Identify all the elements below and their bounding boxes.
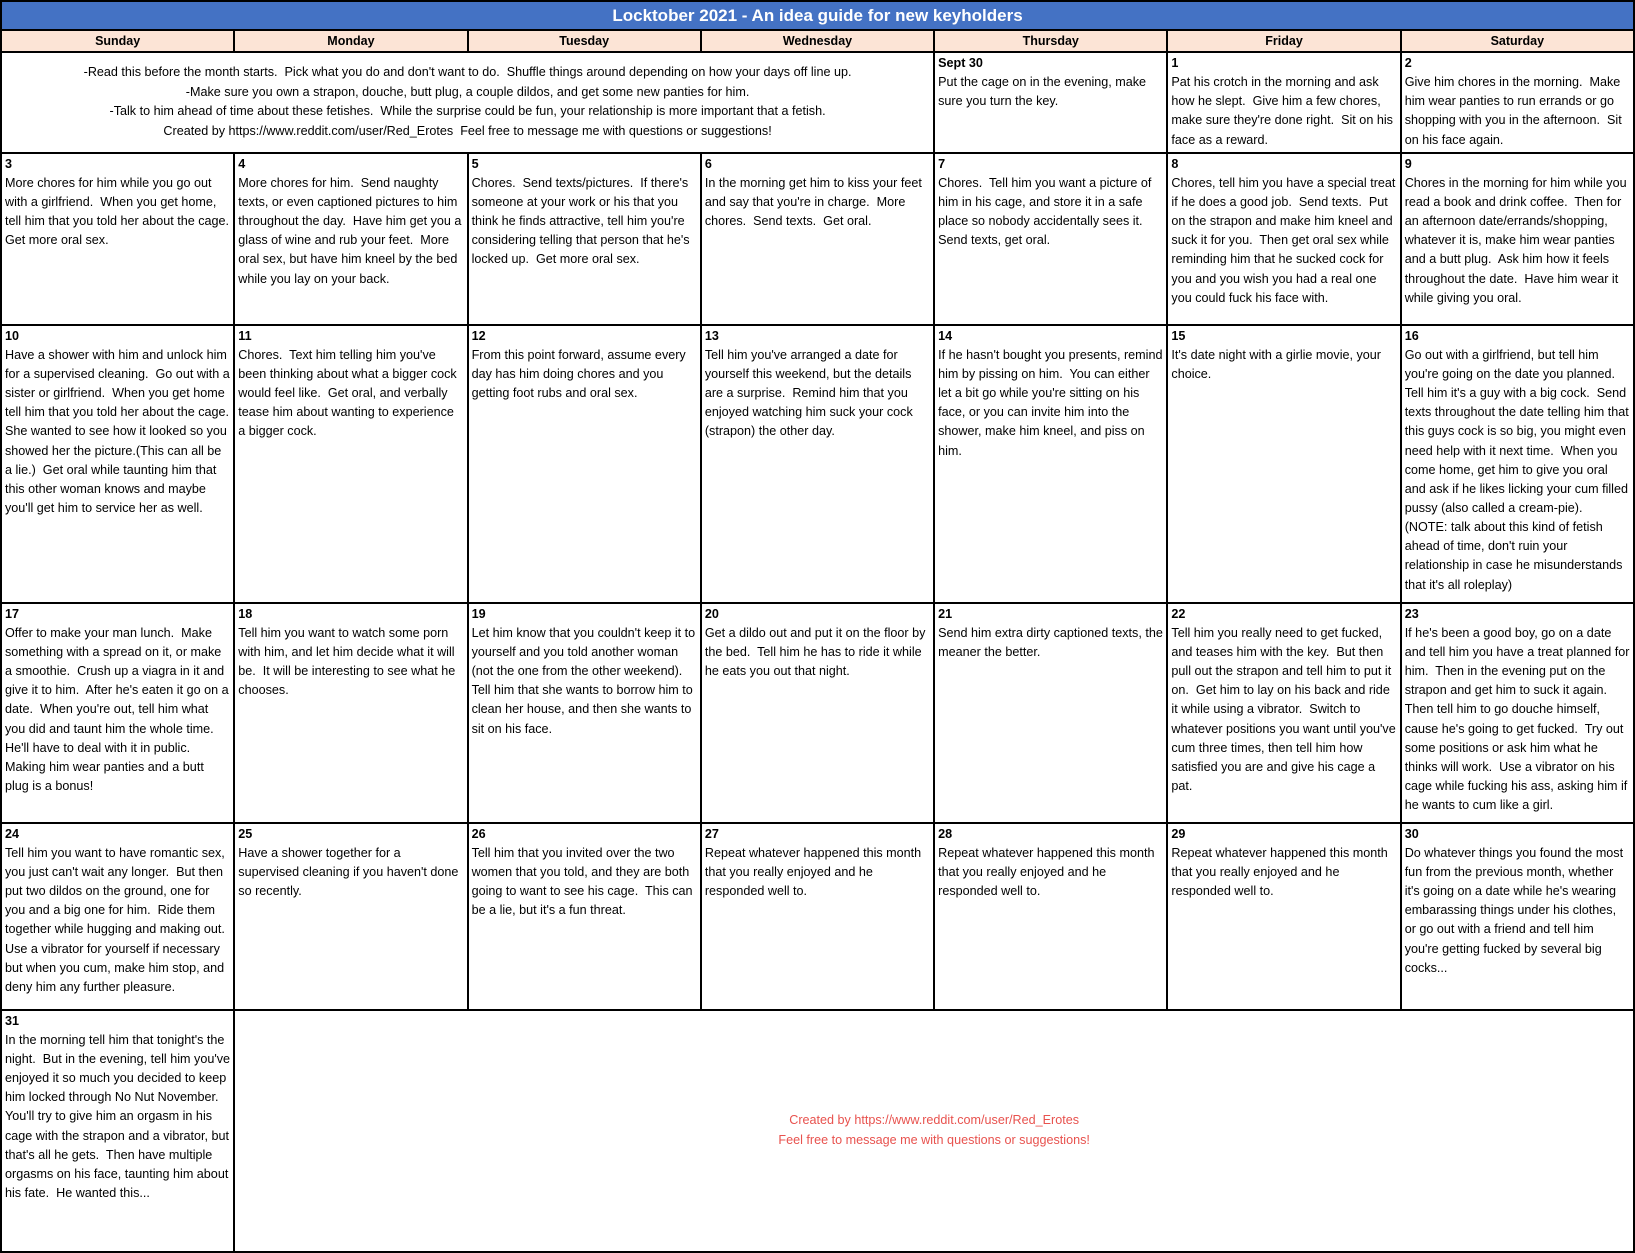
day-number: 22 <box>1171 606 1186 621</box>
day-text: Tell him that you invited over the two women that you told, and they are both going to want to see his cage. This can be a lie, but it's a fun threat. <box>471 845 697 918</box>
day-number: 10 <box>5 328 20 343</box>
calendar-cell-3 <box>1 153 237 325</box>
day-number: 3 <box>5 156 13 171</box>
day-text: Do whatever things you found the most fun from the previous month, whether it's going on a date while he's wearing embarassing things under his clothes, or go out with a friend and tell him you're getting fucked by several big cocks... <box>1404 845 1627 975</box>
weekday-header-sunday: Sunday <box>1 30 234 52</box>
day-number: 16 <box>1404 328 1419 343</box>
weekday-header-monday: Monday <box>234 30 467 52</box>
day-text: Get a dildo out and put it on the floor by the bed. Tell him he has to ride it while he eats you out that night. <box>704 625 929 679</box>
day-text: In the morning get him to kiss your feet and say that you're in charge. More chores. Send texts. Get oral. <box>704 175 926 229</box>
day-number: 21 <box>938 606 953 621</box>
day-number: 28 <box>938 826 953 841</box>
calendar-cell-4 <box>234 153 467 325</box>
day-text: Tell him you've arranged a date for yourself this weekend, but the details are a surprise. Remind him that you enjoyed watching him suck your cock (strapon) the other day. <box>704 347 917 439</box>
calendar-cell-sept30 <box>934 52 1167 153</box>
calendar-cell-30 <box>1401 823 1634 1010</box>
day-text: Chores, tell him you have a special treat if he does a good job. Send texts. Put on the strapon and make him kneel and suck it for you. Then get oral sex while reminding him that he sucked cock for you and you wish you had a real one you could fuck his face with. <box>1171 175 1399 305</box>
intro-notes-cell <box>1 52 934 153</box>
day-number: 13 <box>704 328 719 343</box>
calendar-cell-9 <box>1401 153 1634 325</box>
calendar-cell-10 <box>1 325 237 603</box>
day-text: From this point forward, assume every day has him doing chores and you getting foot rubs and oral sex. <box>471 347 690 401</box>
calendar-cell-5 <box>468 153 701 325</box>
day-text: In the morning tell him that tonight's the night. But in the evening, tell him you've enjoyed it so much you decided to keep him locked through No Nut November. You'll try to give him an orgasm in his cage with the strapon and a vibrator, but that's all he gets. Then have multiple orgasms on his face, taunting him about his fate. He wanted this... <box>5 1032 234 1200</box>
day-text: Repeat whatever happened this month that you really enjoyed and he responded well to. <box>1171 845 1392 899</box>
day-number: 24 <box>5 826 20 841</box>
day-text: If he hasn't bought you presents, remind him by pissing on him. You can either let a bit go while you're sitting on his face, or you can invite him into the shower, make him kneel, and piss on him. <box>938 347 1166 458</box>
calendar-cell-6 <box>701 153 934 325</box>
calendar-cell-22 <box>1167 603 1400 823</box>
day-text: Go out with a girlfriend, but tell him you're going on the date you planned. Tell him it's a guy with a big cock. Send texts throughout the date telling him that this guys cock is so big, you might even need help with it next time. When you come home, get him to give you oral and ask if he likes licking your cum filled pussy (also called a cream-pie). (NOTE: talk about this kind of fetish ahead of time, don't ruin your relationship in case he misunderstands that it's all roleplay) <box>1404 347 1633 592</box>
day-number: 11 <box>238 328 252 343</box>
day-number: 6 <box>704 156 712 171</box>
day-text: Have a shower with him and unlock him for a supervised cleaning. Go out with a sister or girlfriend. When you get home tell him that you told her about the cage. She wanted to see how it looked so you showed her the picture.(This can all be a lie.) Get oral while taunting him that this other woman knows and maybe you'll get him to service her as well. <box>5 347 237 515</box>
day-number: 17 <box>5 606 20 621</box>
weekday-header-friday: Friday <box>1167 30 1400 52</box>
calendar-cell-27 <box>701 823 934 1010</box>
calendar-cell-31 <box>1 1010 234 1252</box>
day-number: 18 <box>238 606 253 621</box>
calendar-cell-7 <box>934 153 1167 325</box>
day-number: 20 <box>704 606 719 621</box>
day-number: 7 <box>938 156 946 171</box>
day-text: Have a shower together for a supervised cleaning if you haven't done so recently. <box>238 845 462 899</box>
day-number: 8 <box>1171 156 1179 171</box>
day-number: 9 <box>1404 156 1412 171</box>
day-text: More chores for him. Send naughty texts, or even captioned pictures to him throughout the day. Have him get you a glass of wine and rub your feet. More oral sex, but have him kneel by the bed while you lay on your back. <box>238 175 465 286</box>
calendar-cell-18 <box>234 603 467 823</box>
footer-credit-line-1: Created by https://www.reddit.com/user/Red_Erotes <box>789 1113 1080 1128</box>
day-number: 15 <box>1171 328 1186 343</box>
intro-line-2: -Make sure you own a strapon, douche, butt plug, a couple dildos, and get some new panties for him. <box>185 84 750 99</box>
calendar-cell-14 <box>934 325 1167 603</box>
day-text: More chores for him while you go out with a girlfriend. When you get home, tell him that you told her about the cage. Get more oral sex. <box>5 175 237 248</box>
day-number: 27 <box>704 826 719 841</box>
calendar-cell-28 <box>934 823 1167 1010</box>
calendar-cell-17 <box>1 603 234 823</box>
calendar-cell-23 <box>1401 603 1634 823</box>
day-text: Give him chores in the morning. Make him wear panties to run errands or go shopping with you in the afternoon. Sit on his face again. <box>1404 75 1626 147</box>
day-text: Chores. Send texts/pictures. If there's someone at your work or his that you think he finds attractive, tell him you're considering telling that person that he's locked up. Get more oral sex. <box>471 175 694 267</box>
day-text: Offer to make your man lunch. Make something with a spread on it, or make a smoothie. Crush up a viagra in it and give it to him. After he's eaten it go on a date. When you're out, tell him what you did and taunt him the whole time. He'll have to deal with it in public. Making him wear panties and a butt plug is a bonus! <box>5 625 233 793</box>
day-number: 25 <box>238 826 253 841</box>
day-number: 2 <box>1404 56 1412 70</box>
calendar-cell-21 <box>934 603 1167 823</box>
calendar-cell-13 <box>701 325 934 603</box>
day-text: Tell him you want to watch some porn with him, and let him decide what it will be. It will be interesting to see what he chooses. <box>238 625 459 698</box>
calendar-cell-12 <box>468 325 701 603</box>
day-text: Tell him you want to have romantic sex, you just can't wait any longer. But then put two dildos on the ground, one for you and a big one for him. Ride them together while hugging and making out. Use a vibrator for yourself if necessary but when you cum, make him stop, and deny him any further pleasure. <box>5 845 232 994</box>
day-number: 1 <box>1171 56 1179 70</box>
day-text: Send him extra dirty captioned texts, the meaner the better. <box>938 625 1167 659</box>
calendar-cell-11 <box>234 325 467 603</box>
calendar-cell-2 <box>1401 52 1634 153</box>
intro-line-3: -Talk to him ahead of time about these fetishes. While the surprise could be fun, your relationship is more important that a fetish. <box>109 104 826 119</box>
day-number: Sept 30 <box>938 56 983 70</box>
calendar-cell-19 <box>468 603 701 823</box>
day-text: Put the cage on in the evening, make sure you turn the key. <box>938 75 1150 109</box>
day-text: It's date night with a girlie movie, your choice. <box>1171 347 1385 381</box>
page-title: Locktober 2021 - An idea guide for new keyholders <box>1 1 1634 30</box>
calendar-cell-29 <box>1167 823 1400 1010</box>
day-number: 31 <box>5 1013 20 1028</box>
weekday-header-saturday: Saturday <box>1401 30 1634 52</box>
day-number: 23 <box>1404 606 1419 621</box>
day-text: If he's been a good boy, go on a date and tell him you have a treat planned for him. Then in the evening put on the strapon and get him to suck it again. Then tell him to go douche himself, cause he's going to get fucked. Try out some positions or ask him what he thinks will work. Use a vibrator on his cage while fucking his ass, asking him if he wants to cum like a girl. <box>1404 625 1633 813</box>
weekday-header-row <box>1 30 1634 52</box>
day-text: Let him know that you couldn't keep it to yourself and you told another woman (not the one from the other weekend). Tell him that she wants to borrow him to clean her house, and then she wants to sit on his face. <box>471 625 699 736</box>
footer-credit-cell <box>234 1010 1634 1252</box>
calendar-cell-20 <box>701 603 934 823</box>
weekday-header-thursday: Thursday <box>934 30 1167 52</box>
calendar-cell-8 <box>1167 153 1400 325</box>
day-number: 12 <box>471 328 486 343</box>
day-number: 29 <box>1171 826 1186 841</box>
calendar-cell-24 <box>1 823 234 1010</box>
day-text: Tell him you really need to get fucked, and teases him with the key. But then pull out the strapon and tell him to put it on. Get him to lay on his back and ride it while using a vibrator. Switch to whatever positions you want until you've cum three times, then tell him how satisfied you are and give his cage a pat. <box>1171 625 1400 793</box>
day-number: 30 <box>1404 826 1419 841</box>
day-number: 5 <box>471 156 479 171</box>
intro-line-4: Created by https://www.reddit.com/user/Red_Erotes Feel free to message me with questions or suggestions! <box>163 123 772 138</box>
calendar-cell-15 <box>1167 325 1400 603</box>
day-text: Repeat whatever happened this month that you really enjoyed and he responded well to. <box>938 845 1158 899</box>
day-text: Chores in the morning for him while you read a book and drink coffee. Then for an afternoon date/errands/shopping, whatever it is, make him wear panties and a butt plug. Ask him how it feels throughout the date. Have him wear it while giving you oral. <box>1404 175 1631 305</box>
calendar-cell-1 <box>1167 52 1400 153</box>
calendar-cell-25 <box>234 823 467 1010</box>
intro-line-1: -Read this before the month starts. Pick what you do and don't want to do. Shuffle things around depending on how your days off line up. <box>83 65 852 80</box>
day-text: Pat his crotch in the morning and ask how he slept. Give him a few chores, make sure they're done right. Sit on his face as a reward. <box>1171 75 1397 147</box>
weekday-header-tuesday: Tuesday <box>468 30 701 52</box>
day-text: Chores. Text him telling him you've been thinking about what a bigger cock would feel like. Get oral, and verbally tease him about wanting to experience a bigger cock. <box>238 347 461 439</box>
day-number: 4 <box>238 156 246 171</box>
day-number: 14 <box>938 328 953 343</box>
calendar-cell-26 <box>468 823 701 1010</box>
weekday-header-wednesday: Wednesday <box>701 30 934 52</box>
day-text: Chores. Tell him you want a picture of him in his cage, and store it in a safe place so nobody accidentally sees it. Send texts, get oral. <box>938 175 1155 248</box>
day-number: 26 <box>471 826 486 841</box>
footer-credit-line-2: Feel free to message me with questions or suggestions! <box>778 1132 1090 1147</box>
day-number: 19 <box>471 606 486 621</box>
day-text: Repeat whatever happened this month that you really enjoyed and he responded well to. <box>704 845 925 899</box>
calendar-cell-16 <box>1401 325 1634 603</box>
